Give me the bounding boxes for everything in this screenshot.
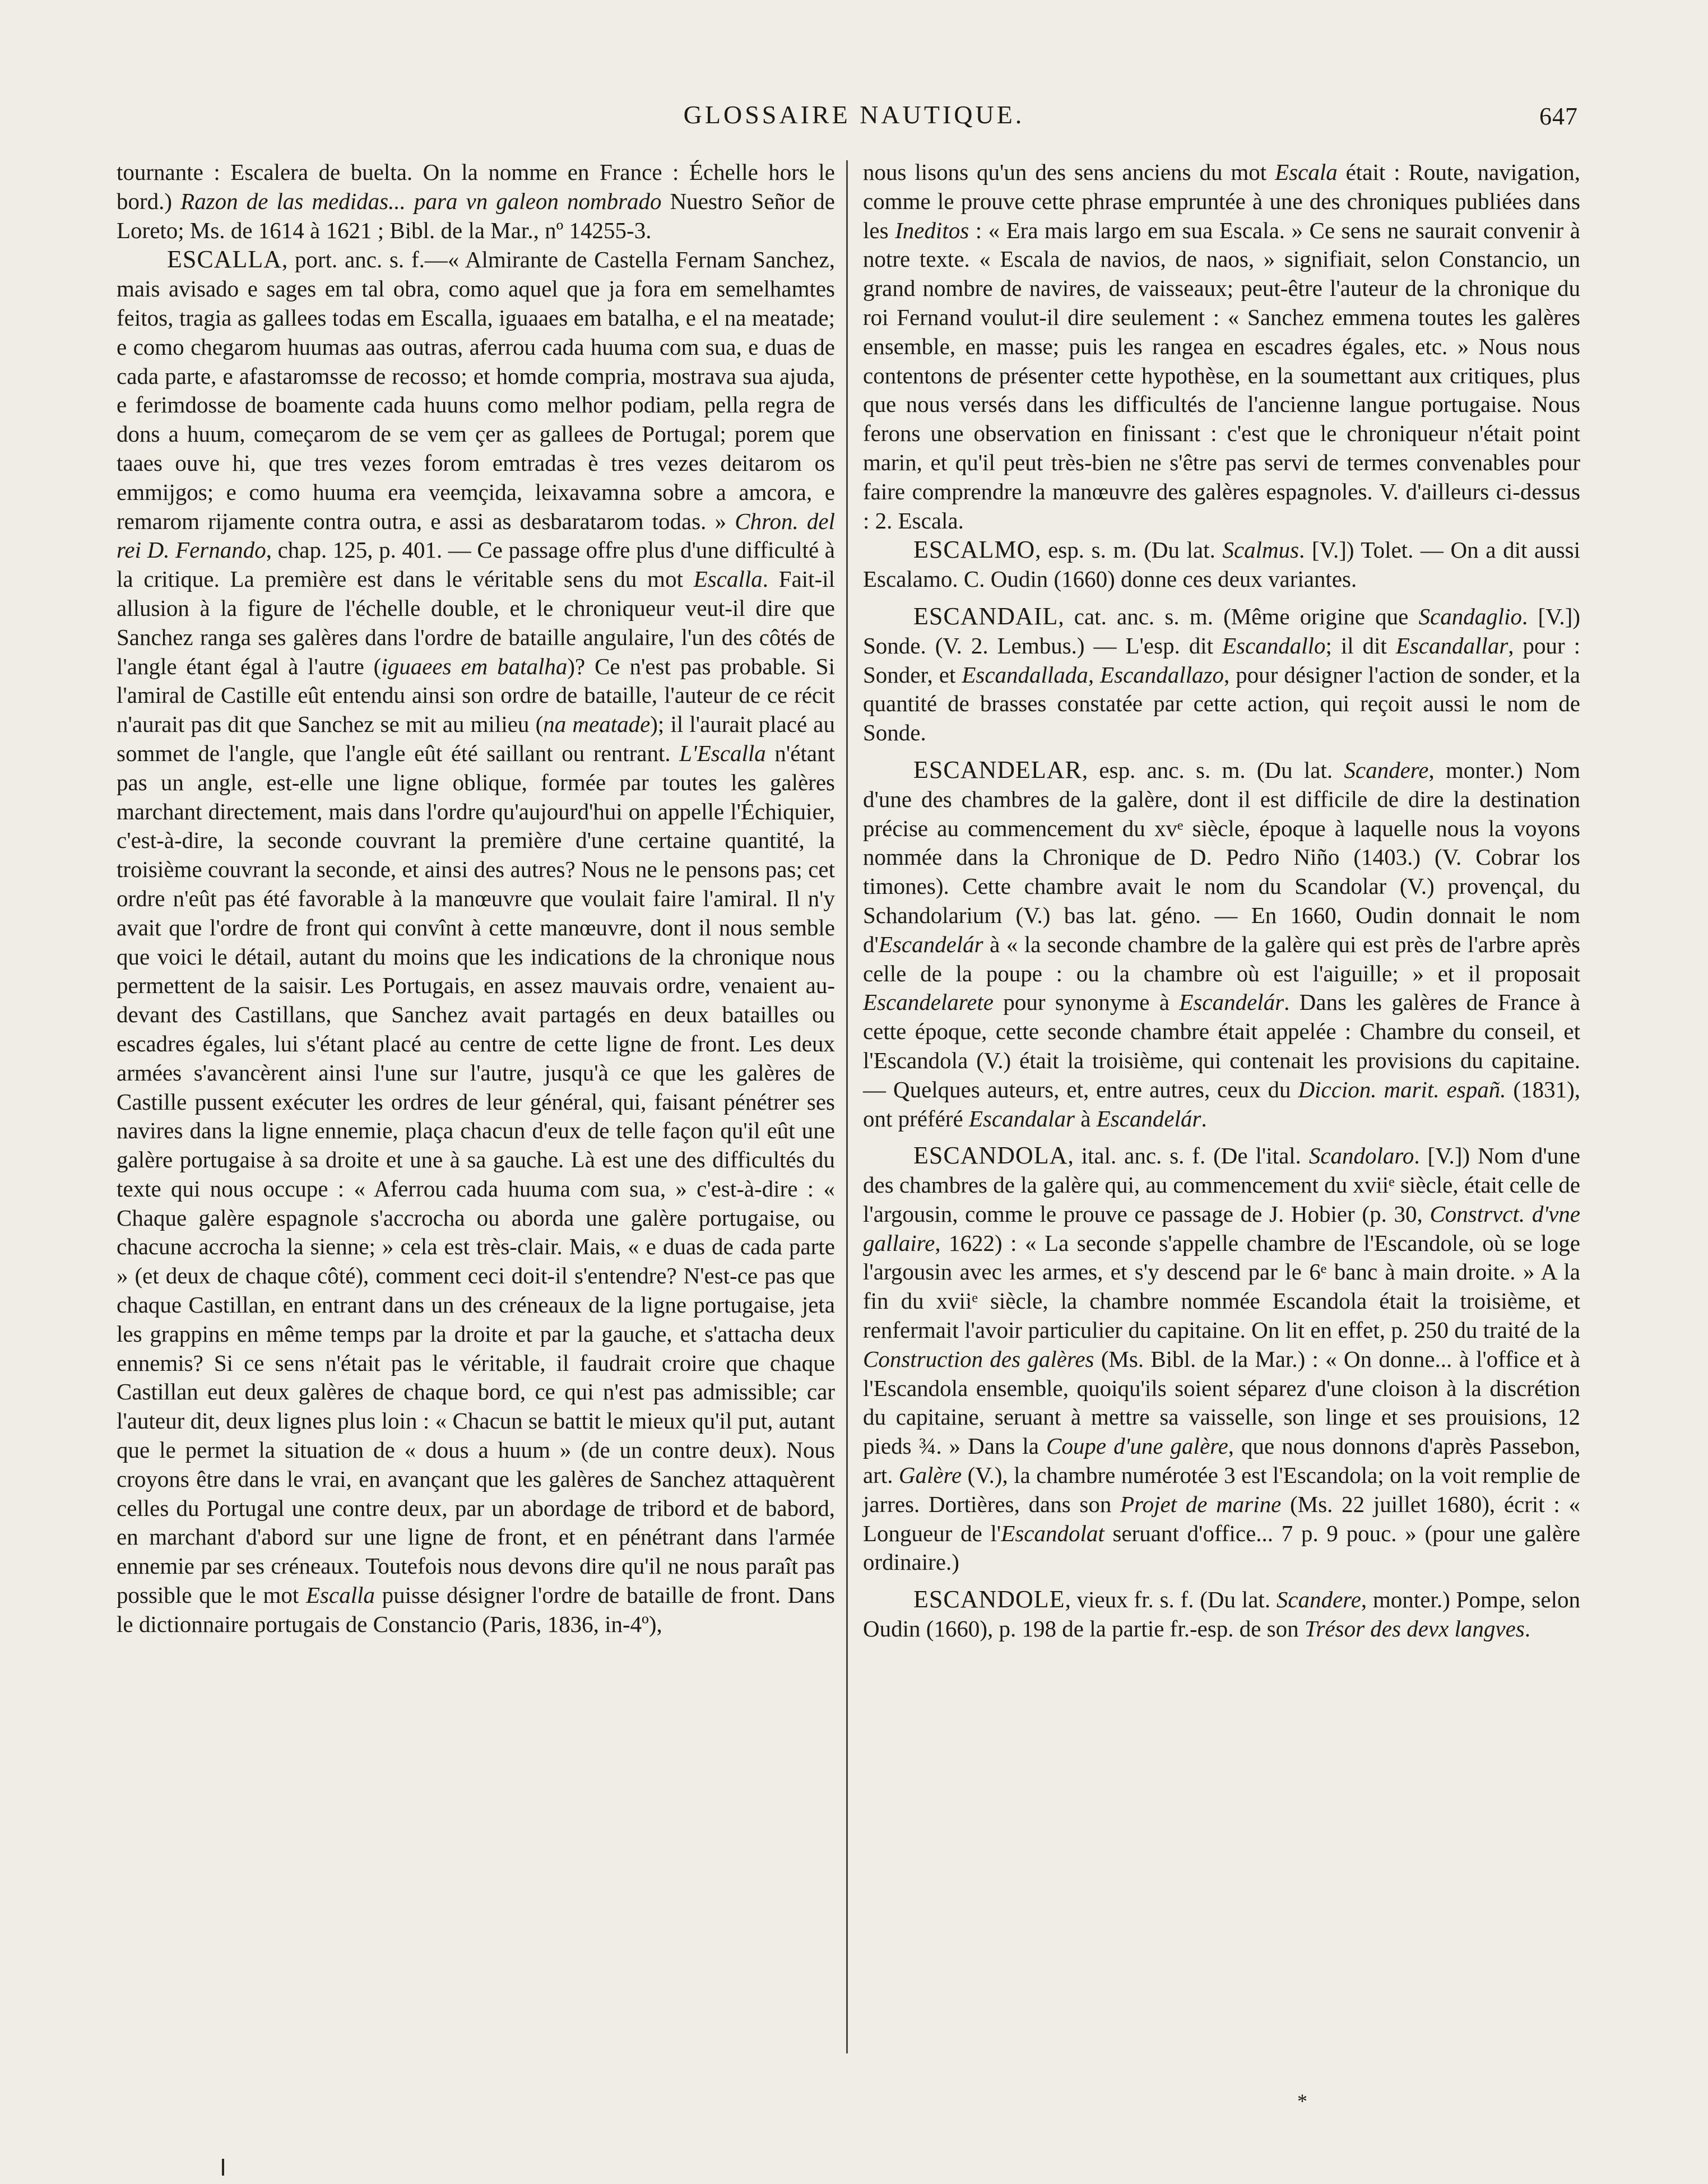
term: Escala [1275, 159, 1338, 185]
entry-text: , pour : Sonder, et [863, 632, 1580, 688]
entry-text: : « Era mais largo em sua Escala. » Ce sens ne saurait convenir à notre texte. « Escala de navios, de naos, » signifiait, selon Constancio, un grand nombre de navires, de vaisseaux; peut-être l'auteur de la chronique du roi Fernand voulut-il dire seulement : « Sanchez emmena toutes les galères ensemble, en masse; puis les rangea en escadres égales, etc. » Nous nous contentons de présenter cette hypothèse, en la soumettant aux critiques, plus que nous versés dans les difficultés de l'ancienne langue portugaise. Nous ferons une observation en finissant : c'est que le chroniqueur n'était point marin, et qu'il peut très-bien ne s'être pas servi de termes convenables pour faire comprendre la manœuvre des galères espagnoles. V. d'ailleurs ci-dessus : 2. Escala. [863, 217, 1580, 534]
term: Galère [898, 1462, 962, 1489]
entry-text: . [1201, 1105, 1207, 1132]
term: Escandolat [1001, 1520, 1104, 1546]
headword-escandelar: ESCANDELAR [913, 755, 1082, 783]
citation-title: Chron. del rei D. Fernando [117, 508, 835, 563]
running-title: GLOSSAIRE NAUTIQUE. [683, 100, 1025, 129]
entry-escalla [117, 245, 835, 1639]
right-column [863, 158, 1580, 1644]
entry-text: pour synonyme à [994, 989, 1180, 1016]
asterisk-mark: * [1297, 2090, 1307, 2112]
column-rule [846, 160, 848, 2053]
entry-text: à « la seconde chambre de la galère qui est près de l'arbre après celle de la poupe : ou la chambre où est l'aiguille; » et il proposait [863, 931, 1580, 986]
entry-escandail [863, 602, 1580, 748]
entry-text: (Ms. 22 juillet 1680), écrit : « Longueur de l' [863, 1491, 1581, 1546]
entry-escandole [863, 1585, 1580, 1644]
term: Escalla [306, 1582, 375, 1608]
term: Escandallar [1395, 632, 1509, 659]
entry-text: , monter.) Pompe, selon Oudin (1660), p. 198 de la partie fr.-esp. de son [863, 1587, 1581, 1642]
entry-escandola [863, 1141, 1580, 1577]
term: Scalmus [1222, 537, 1299, 563]
entry-text: était : Route, navigation, comme le prouve cette phrase empruntée à une des chroniques publiées dans les [863, 159, 1580, 243]
continuation-text-end: Nuestro Señor de Loreto; Ms. de 1614 à 1621 ; Bibl. de la Mar., nº 14255-3. [117, 188, 835, 243]
entry-text: , esp. s. m. (Du lat. [1035, 537, 1223, 563]
term: Escandelár [878, 931, 983, 957]
citation-title: Ineditos [895, 217, 969, 243]
entry-text: à [1075, 1105, 1097, 1132]
term: Scandere [1344, 757, 1429, 783]
term: Escandelarete [863, 989, 994, 1016]
headword-escandola: ESCANDOLA [913, 1142, 1068, 1170]
entry-escandelar [863, 755, 1580, 1133]
entry-text: , esp. anc. s. m. (Du lat. [1082, 757, 1344, 783]
citation-title: Razon de las medidas... para vn galeon nombrado [180, 188, 662, 214]
left-column [117, 158, 835, 1639]
entry-text: , que nous donnons d'après Passebon, art. [863, 1433, 1580, 1489]
term: Escalla [693, 566, 763, 592]
entry-text: . [1524, 1616, 1531, 1642]
entry-text: seruant d'office... 7 p. 9 pouc. » (pour une galère ordinaire.) [863, 1520, 1580, 1575]
entry-text: . [V.]) Nom d'une des chambres de la galère qui, au commencement du xviiᵉ siècle, était celle de l'argousin, comme le prouve ce passage de J. Hobier (p. 30, [863, 1143, 1580, 1227]
term: iguaees em batalha [381, 653, 568, 679]
running-head [0, 95, 1708, 140]
headword-escandail: ESCANDAIL [913, 602, 1059, 630]
entry-text: )? Ce n'est pas probable. Si l'amiral de Castille eût entendu ainsi son ordre de bataille, l'auteur de ce récit n'aurait pas dit que Sanchez se mit au milieu ( [117, 653, 835, 738]
entry-text: . Fait-il allusion à la figure de l'échelle double, et le chroniqueur veut-il dire que Sanchez ranga ses galères dans l'ordre de bataille angulaire, l'un des côtés de l'angle étant égal à l'autre ( [117, 566, 835, 679]
headword-escalla: ESCALLA [167, 245, 282, 273]
entry-text: n'étant pas un angle, est-elle une ligne oblique, formée par toutes les galères marchant directement, mais dans l'ordre qu'aujourd'hui on appelle l'Échiquier, c'est-à-dire, la seconde couvrant la première d'une certaine quantité, la troisième couvrant la seconde, et ainsi des autres? Nous ne le pensons pas; cet ordre n'eût pas été favorable à la manœuvre que voulait faire l'amiral. Il n'y avait que l'ordre de front qui convînt à cette manœuvre, dont il nous semble que voici le détail, autant du moins que les indications de la chronique nous permettent de la saisir. Les Portugais, en assez mauvais ordre, venaient au-devant des Castillans, que Sanchez avait partagés en deux batailles ou escadres égales, lui s'étant placé au centre de cette ligne de front. Les deux armées s'avancèrent ainsi l'une sur l'autre, jusqu'à ce que les galères de Castille pussent exécuter les ordres de leur général, qui, faisant pénétrer ses navires dans la ligne ennemie, plaça chacun d'eux de telle façon qu'il eût une galère portugaise à sa droite et une à sa gauche. Là est une des difficultés du texte qui nous occupe : « Aferrou cada huuma com sua, » c'est-à-dire : « Chaque galère espagnole s'accrocha ou aborda une galère portugaise, ou chacune accrocha la sienne; » cela est très-clair. Mais, « e duas de cada parte » (et deux de chaque côté), comment ceci doit-il s'entendre? N'est-ce pas que chaque Castillan, en entrant dans un des créneaux de la ligne portugaise, jeta les grappins en même temps par la droite et par la gauche, et s'attacha deux ennemis? Si ce sens n'était pas le véritable, il faudrait croire que chaque Castillan eut deux galères de chaque bord, ce qui n'est pas admissible; car l'auteur dit, deux lignes plus loin : « Chacun se battit le mieux qu'il put, autant que le permet la situation de « dous a huum » (de un contre deux). Nous croyons être dans le vrai, en avançant que les galères de Sanchez attaquèrent celles du Portugal une contre deux, par un abordage de tribord et de babord, en marchant d'abord sur une ligne de front, et en pénétrant dans l'armée ennemie par ses créneaux. Toutefois nous devons dire qu'il ne nous paraît pas possible que le mot [117, 740, 835, 1608]
entry-text: . Dans les galères de France à cette époque, cette seconde chambre était appelée : Chambre du conseil, et l'Escandola (V.) était la troisième, qui contenait les provisions du capitaine. — Quelques auteurs, et, entre autres, ceux du [863, 989, 1580, 1102]
entry-text: , 1622) : « La seconde s'appelle chambre de l'Escandole, où se loge l'argousin avec les armes, et s'y descend par le 6ᵉ banc à main droite. » A la fin du xviiᵉ siècle, la chambre nommée Escandola était la troisième, et renfermait l'avoir particulier du capitaine. On lit en effet, p. 250 du traité de la [863, 1230, 1580, 1343]
entry-text: , monter.) Nom d'une des chambres de la galère, dont il est difficile de dire la destination précise au commencement du xvᵉ siècle, époque à laquelle nous la voyons nommée dans la Chronique de D. Pedro Niño (1403.) (V. Cobrar los timones). Cette chambre avait le nom du Scandolar (V.) provençal, du Schandolarium (V.) bas lat. géno. — En 1660, Oudin donnait le nom d' [863, 757, 1580, 957]
term: Scandolaro [1308, 1143, 1414, 1169]
entry-text: . [V.]) Tolet. — On a dit aussi Escalamo. C. Oudin (1660) donne ces deux variantes. [863, 537, 1581, 592]
entry-text: puisse désigner l'ordre de bataille de front. Dans le dictionnaire portugais de Constancio (Paris, 1836, in-4º), [117, 1582, 835, 1637]
page-number: 647 [1539, 103, 1578, 130]
headword-escandole: ESCANDOLE [913, 1585, 1065, 1613]
entry-text: nous lisons qu'un des sens anciens du mot [863, 159, 1275, 185]
continuation-text: tournante : Escalera de buelta. On la nomme en France : Échelle hors le bord.) [117, 159, 835, 214]
citation-title: Construction des galères [863, 1346, 1094, 1372]
entry-text: . [V.]) Sonde. (V. 2. Lembus.) — L'esp. dit [863, 603, 1580, 659]
term: Escandelár [1179, 989, 1284, 1016]
term: Escandelár [1096, 1105, 1201, 1132]
entry-text: , pour désigner l'action de sonder, et la quantité de brasses constatée par cette action, qui reçoit aussi le nom de Sonde. [863, 661, 1581, 746]
printer-mark [222, 2159, 224, 2176]
term: na meatade [543, 711, 651, 738]
entry-text: (Ms. Bibl. de la Mar.) : « On donne... à l'office et à l'Escandola ensemble, quoiqu'ils soient séparez d'une cloison à la discrétion du capitaine, seruant à mettre sa vaisselle, son linge et ses prouisions, 12 pieds ¾. » Dans la [863, 1346, 1580, 1459]
entry-text: , ital. anc. s. f. (De l'ital. [1068, 1143, 1309, 1169]
entry-text: , vieux fr. s. f. (Du lat. [1065, 1587, 1277, 1613]
entry-text: (V.), la chambre numérotée 3 est l'Escandola; on la voit remplie de jarres. Dortières, dans son [863, 1462, 1580, 1517]
citation-title: Constrvct. d'vne gallaire [863, 1200, 1580, 1256]
term: Escandallo [1222, 632, 1326, 659]
entry-text: ); il l'aurait placé au sommet de l'angle, que l'angle eût été saillant ou rentrant. [117, 711, 835, 766]
entry-escalmo [863, 535, 1580, 594]
entry-continuation-escalla [863, 158, 1580, 535]
entry-text: , cat. anc. s. m. (Même origine que [1058, 603, 1419, 629]
term: Scandere [1276, 1587, 1361, 1613]
term: Scandaglio [1418, 603, 1522, 629]
citation-title: Projet de marine [1120, 1491, 1282, 1517]
citation-title: Diccion. marit. españ. [1298, 1076, 1506, 1102]
entry-continuation-escalera [117, 158, 835, 245]
entry-text: ; il dit [1325, 632, 1396, 659]
entry-text: (1831), ont préféré [863, 1076, 1580, 1132]
citation-title: Coupe d'une galère [1046, 1433, 1228, 1459]
term: Escandallada, Escandallazo [962, 661, 1224, 688]
term: Escandalar [968, 1105, 1075, 1132]
headword-escalmo: ESCALMO [913, 536, 1036, 564]
citation-title: Trésor des devx langves [1304, 1616, 1525, 1642]
term: L'Escalla [679, 740, 766, 766]
entry-text: , port. anc. s. f.—« Almirante de Castella Fernam Sanchez, mais avisado e sages em tal obra, como aquel que ja fora em semelhamtes feitos, tragia as gallees todas em Escalla, iguaaes em batalha, e el na meatade; e como chegarom huumas aas outras, aferrou cada huuma com sua, e duas de cada parte, e afastaromsse de recosso; et homde compria, mostrava sua ajuda, e ferimdosse de boamente cada huuns como melhor podiam, pella regra de dons a huum, começarom de se vem çer as gallees de Portugal; porem que taaes ouve hi, que tres vezes forom emtradas è tres vezes deitarom os emmijgos; e como huuma era veemçida, leixavamna sobre a amcora, e remarom rijamente contra outra, e assi as desbaratarom todas. » [117, 247, 835, 534]
entry-text: , chap. 125, p. 401. — Ce passage offre plus d'une difficulté à la critique. La première est dans le véritable sens du mot [117, 537, 835, 592]
